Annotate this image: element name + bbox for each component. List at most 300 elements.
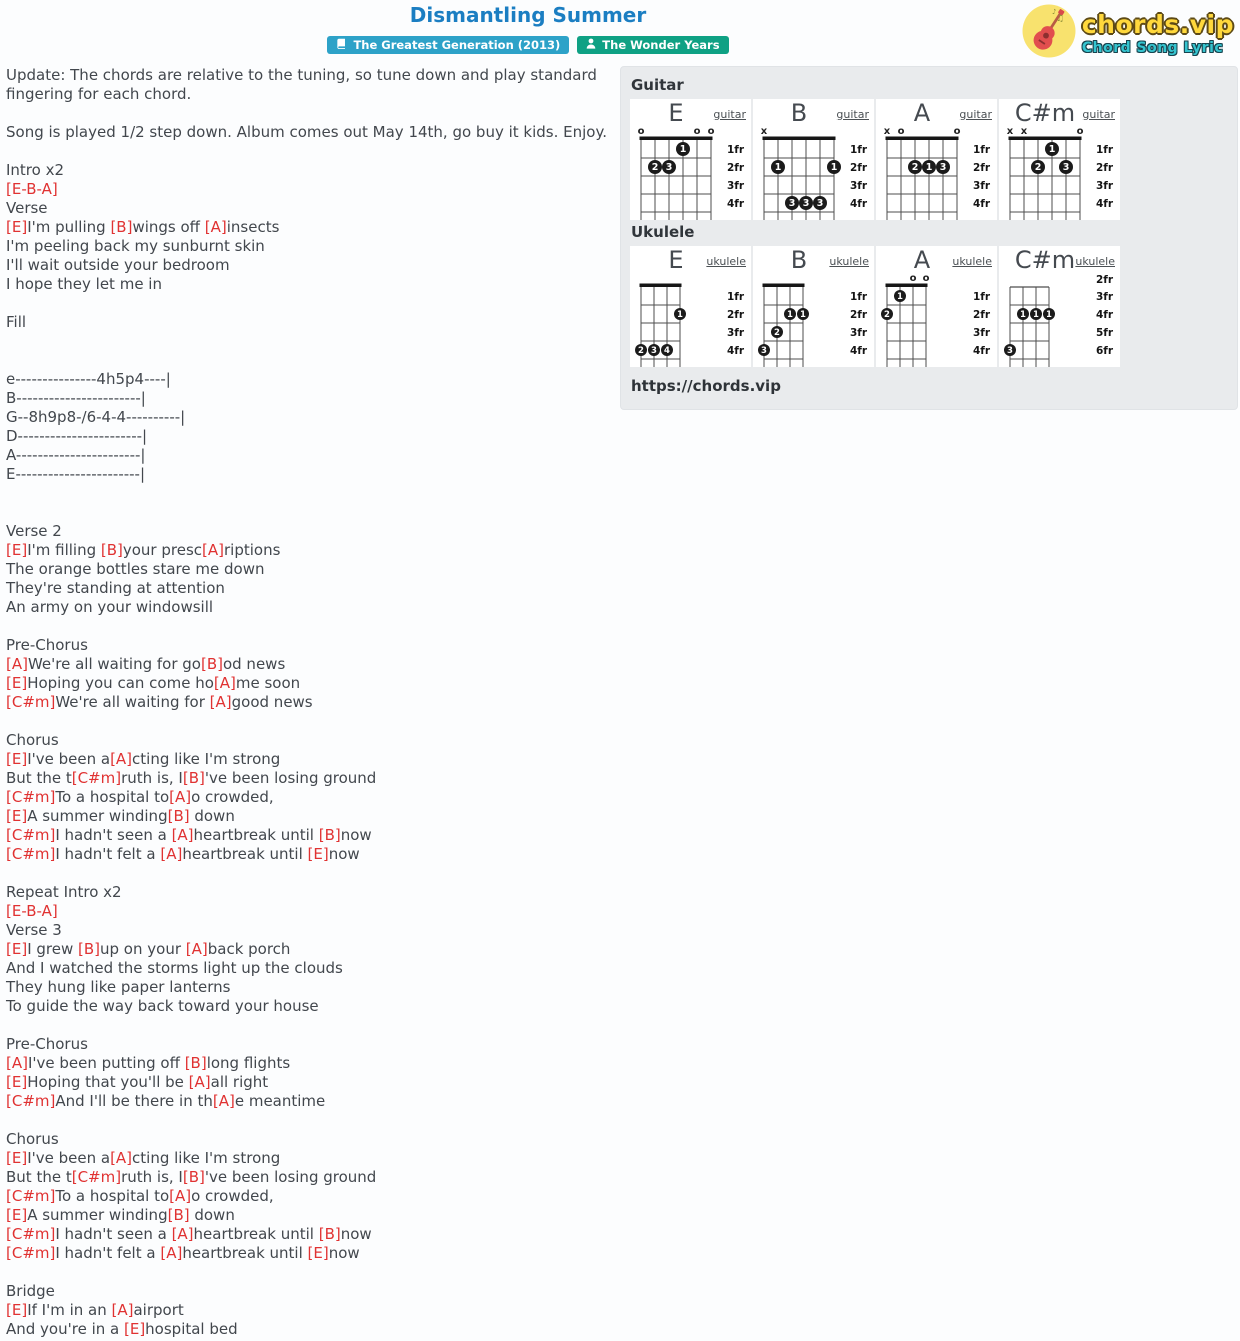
main [0, 60, 1240, 1339]
chord-inline: [E] [6, 750, 28, 768]
chord-inline: [C#m] [71, 769, 122, 787]
lyric-line [6, 351, 620, 370]
lyric-text: Fill [6, 313, 27, 331]
lyric-text: heartbreak until [193, 826, 319, 844]
svg-text:o: o [707, 126, 715, 137]
svg-text:1: 1 [830, 162, 838, 173]
lyric-text: Repeat Intro x2 [6, 883, 122, 901]
chord-inline: [B] [182, 1168, 205, 1186]
lyric-text: They hung like paper lanterns [6, 978, 231, 996]
lyric-text: now [328, 1244, 360, 1262]
chord-type-link[interactable]: guitar [836, 108, 869, 121]
lyric-text: I hadn't felt a [55, 1244, 161, 1262]
svg-text:1: 1 [897, 292, 903, 302]
svg-text:2fr: 2fr [727, 309, 745, 321]
lyric-text: To a hospital to [55, 1187, 170, 1205]
lyric-line [6, 617, 620, 636]
lyric-text: ruth is, I [121, 769, 183, 787]
svg-text:2fr: 2fr [850, 309, 868, 321]
svg-text:3: 3 [665, 162, 673, 173]
lyric-line [6, 731, 620, 750]
chord-inline: [B] [110, 218, 133, 236]
album-badge-label: The Greatest Generation (2013) [353, 37, 561, 52]
lyric-text: E-----------------------| [6, 465, 146, 483]
chord-type-link[interactable]: guitar [1082, 108, 1115, 121]
chord-card-csharpm-guitar [999, 99, 1120, 220]
lyric-text: 've been losing ground [204, 1168, 377, 1186]
chord-inline: [E] [6, 674, 28, 692]
svg-text:2: 2 [638, 346, 644, 356]
lyric-text: To a hospital to [55, 788, 170, 806]
lyric-line [6, 1035, 620, 1054]
svg-text:2fr: 2fr [1096, 162, 1114, 174]
svg-text:o: o [953, 126, 961, 137]
svg-text:o: o [909, 273, 917, 284]
svg-text:2fr: 2fr [850, 162, 868, 174]
svg-text:2: 2 [884, 310, 890, 320]
svg-text:1fr: 1fr [1096, 144, 1114, 156]
lyric-line [6, 370, 620, 389]
lyric-text: I hope they let me in [6, 275, 162, 293]
lyric-text: cting like I'm strong [132, 1149, 281, 1167]
lyric-text: now [340, 1225, 372, 1243]
chord-inline: [A] [213, 674, 236, 692]
lyric-line [6, 1016, 620, 1035]
chord-inline: [E] [6, 807, 28, 825]
lyric-text: Verse 3 [6, 921, 62, 939]
chord-inline: [E] [6, 1149, 28, 1167]
svg-text:x: x [883, 126, 891, 137]
lyric-text: o crowded, [191, 788, 274, 806]
lyric-text: Chorus [6, 1130, 59, 1148]
chord-name: B [790, 246, 808, 274]
chord-inline: [B] [182, 769, 205, 787]
lyric-text: Intro x2 [6, 161, 65, 179]
site-logo[interactable] [1022, 4, 1234, 62]
chord-inline: [C#m] [6, 788, 56, 806]
lyric-text: now [328, 845, 360, 863]
lyric-line [6, 1054, 620, 1073]
chord-type-link[interactable]: ukulele [1075, 255, 1115, 268]
chord-diagram [630, 272, 749, 367]
lyric-text: cting like I'm strong [132, 750, 281, 768]
svg-text:4fr: 4fr [727, 198, 745, 210]
lyric-line [6, 921, 620, 940]
lyric-text: Pre-Chorus [6, 1035, 88, 1053]
lyric-text: They're standing at attention [6, 579, 225, 597]
svg-text:1fr: 1fr [727, 144, 745, 156]
chord-inline: [C#m] [6, 693, 56, 711]
chord-card-e-ukulele [630, 246, 751, 367]
lyric-line [6, 1244, 620, 1263]
lyric-text: Song is played 1/2 step down. Album comes out May 14th, go buy it kids. Enjoy. [6, 123, 607, 141]
chord-inline: [B] [200, 655, 223, 673]
chord-inline: [E] [123, 1320, 146, 1338]
svg-text:4fr: 4fr [1096, 198, 1114, 210]
lyric-line [6, 408, 620, 427]
chord-inline: [C#m] [6, 1225, 56, 1243]
lyric-text: And I'll be there in th [55, 1092, 213, 1110]
album-badge[interactable] [327, 36, 569, 54]
lyric-text: Chorus [6, 731, 59, 749]
chord-inline: [E-B-A] [6, 180, 58, 198]
chord-inline: [E-B-A] [6, 902, 58, 920]
chord-name: E [668, 99, 684, 127]
lyric-text: We're all waiting for [55, 693, 210, 711]
chord-inline: [E] [6, 940, 28, 958]
chord-name: A [913, 99, 931, 127]
lyric-text: heartbreak until [182, 845, 308, 863]
lyric-text: od news [222, 655, 286, 673]
lyric-line [6, 142, 620, 161]
svg-text:o: o [897, 126, 905, 137]
lyric-line [6, 541, 620, 560]
svg-text:4fr: 4fr [727, 345, 745, 357]
chord-card-b-guitar [753, 99, 874, 220]
svg-text:2: 2 [1034, 162, 1042, 173]
lyric-text: fingering for each chord. [6, 85, 192, 103]
chord-type-link[interactable]: guitar [959, 108, 992, 121]
lyric-text: down [189, 1206, 235, 1224]
chord-inline: [A] [6, 655, 28, 673]
lyric-line [6, 1225, 620, 1244]
lyric-line [6, 902, 620, 921]
chord-card-a-ukulele [876, 246, 997, 367]
svg-text:o: o [1076, 126, 1084, 137]
chord-diagram [999, 272, 1118, 367]
lyric-line [6, 845, 620, 864]
lyric-text: D-----------------------| [6, 427, 148, 445]
svg-text:4fr: 4fr [850, 345, 868, 357]
lyric-text: I hadn't seen a [55, 826, 172, 844]
chord-inline: [A] [6, 1054, 28, 1072]
chord-inline: [A] [209, 693, 232, 711]
svg-text:x: x [1020, 126, 1028, 137]
svg-text:3: 3 [1007, 346, 1013, 356]
lyric-line [6, 313, 620, 332]
chord-card-e-guitar [630, 99, 751, 220]
lyric-line [6, 1111, 620, 1130]
lyric-text: I grew [27, 940, 79, 958]
chord-inline: [B] [318, 826, 341, 844]
lyric-text: And I watched the storms light up the clouds [6, 959, 343, 977]
chord-inline: [A] [212, 1092, 235, 1110]
svg-text:1: 1 [1020, 310, 1026, 320]
chord-inline: [A] [202, 541, 224, 559]
lyric-line [6, 750, 620, 769]
chord-inline: [C#m] [6, 826, 56, 844]
chord-inline: [B] [167, 807, 190, 825]
chord-type-link[interactable]: ukulele [706, 255, 746, 268]
chord-inline: [B] [100, 541, 123, 559]
chord-inline: [B] [318, 1225, 341, 1243]
lyric-text: Verse [6, 199, 48, 217]
lyric-text: long flights [206, 1054, 291, 1072]
svg-text:1fr: 1fr [727, 291, 745, 303]
chord-type-link[interactable]: ukulele [952, 255, 992, 268]
lyric-line [6, 674, 620, 693]
chord-type-link[interactable]: ukulele [829, 255, 869, 268]
lyric-text: A summer winding [27, 1206, 168, 1224]
lyric-text: A summer winding [27, 807, 168, 825]
lyric-line [6, 1282, 620, 1301]
chord-diagram [876, 272, 995, 367]
lyric-text: me soon [235, 674, 301, 692]
lyric-line [6, 332, 620, 351]
lyric-line [6, 161, 620, 180]
chord-inline: [A] [185, 940, 208, 958]
lyric-text: I hadn't felt a [55, 845, 161, 863]
chord-inline: [C#m] [6, 1244, 56, 1262]
lyric-line [6, 864, 620, 883]
lyric-line [6, 256, 620, 275]
header [0, 0, 1240, 60]
lyric-text: An army on your windowsill [6, 598, 214, 616]
lyric-text: A-----------------------| [6, 446, 146, 464]
person-icon [586, 38, 596, 51]
lyric-line [6, 769, 620, 788]
chord-name: E [668, 246, 684, 274]
lyric-text: But the t [6, 769, 72, 787]
svg-text:2fr: 2fr [1096, 274, 1114, 286]
svg-text:3fr: 3fr [727, 327, 745, 339]
chord-inline: [A] [188, 1073, 211, 1091]
lyric-text: But the t [6, 1168, 72, 1186]
svg-text:6fr: 6fr [1096, 345, 1114, 357]
svg-text:4fr: 4fr [850, 198, 868, 210]
chord-inline: [B] [167, 1206, 190, 1224]
lyric-text: your presc [122, 541, 203, 559]
svg-text:3fr: 3fr [727, 180, 745, 192]
lyric-line [6, 579, 620, 598]
lyric-line [6, 883, 620, 902]
svg-text:2: 2 [911, 162, 919, 173]
guitar-section-heading: Guitar [631, 76, 684, 94]
lyric-text: hospital bed [145, 1320, 238, 1338]
svg-text:♪: ♪ [1051, 8, 1057, 16]
lyric-text: ruth is, I [121, 1168, 183, 1186]
lyric-text: The orange bottles stare me down [6, 560, 265, 578]
lyric-line [6, 275, 620, 294]
chord-inline: [E] [307, 845, 329, 863]
svg-text:2: 2 [651, 162, 659, 173]
site-url: https://chords.vip [631, 377, 781, 395]
lyric-text: I hadn't seen a [55, 1225, 172, 1243]
chord-inline: [E] [6, 218, 28, 236]
chord-inline: [E] [6, 1073, 28, 1091]
chord-inline: [A] [160, 845, 183, 863]
svg-text:x: x [1006, 126, 1014, 137]
lyric-line [6, 788, 620, 807]
chord-inline: [A] [160, 1244, 183, 1262]
svg-text:3fr: 3fr [1096, 291, 1114, 303]
svg-text:1fr: 1fr [973, 144, 991, 156]
lyric-line [6, 1149, 620, 1168]
lyric-line [6, 66, 620, 85]
chord-card-csharpm-ukulele [999, 246, 1120, 367]
chord-inline: [C#m] [6, 1092, 56, 1110]
svg-text:1: 1 [679, 144, 687, 155]
lyric-line [6, 237, 620, 256]
guitar-logo-icon [1022, 4, 1076, 62]
lyric-line [6, 85, 620, 104]
badges [0, 36, 1056, 54]
lyric-text: good news [231, 693, 313, 711]
svg-text:3: 3 [816, 198, 824, 209]
lyric-text: down [189, 807, 235, 825]
lyric-text: Bridge [6, 1282, 55, 1300]
chord-inline: [E] [6, 541, 28, 559]
lyric-line [6, 1263, 620, 1282]
lyric-line [6, 180, 620, 199]
chord-inline: [E] [6, 1206, 28, 1224]
lyric-line [6, 712, 620, 731]
lyric-line [6, 1206, 620, 1225]
svg-text:1: 1 [925, 162, 933, 173]
lyric-text: I'm filling [27, 541, 101, 559]
artist-badge[interactable] [577, 36, 728, 54]
svg-text:3: 3 [788, 198, 796, 209]
lyric-line [6, 522, 620, 541]
chord-inline: [A] [110, 750, 133, 768]
chord-inline: [A] [169, 788, 192, 806]
svg-text:3: 3 [761, 346, 767, 356]
lyric-text: I'm pulling [27, 218, 111, 236]
chord-inline: [C#m] [6, 845, 56, 863]
svg-text:3fr: 3fr [850, 180, 868, 192]
lyric-text: o crowded, [191, 1187, 274, 1205]
svg-text:♫: ♫ [1055, 14, 1064, 24]
svg-text:4fr: 4fr [1096, 309, 1114, 321]
svg-text:2fr: 2fr [727, 162, 745, 174]
ukulele-chord-row [630, 246, 1227, 367]
svg-text:4fr: 4fr [973, 198, 991, 210]
lyric-line [6, 1092, 620, 1111]
lyric-line [6, 465, 620, 484]
lyric-line [6, 940, 620, 959]
chord-inline: [A] [110, 1149, 133, 1167]
lyric-line [6, 655, 620, 674]
svg-text:1: 1 [1046, 310, 1052, 320]
guitar-chord-row [630, 99, 1227, 220]
logo-tagline: Chord Song Lyric [1081, 39, 1224, 56]
svg-text:3fr: 3fr [850, 327, 868, 339]
svg-text:4fr: 4fr [973, 345, 991, 357]
lyric-text: airport [133, 1301, 184, 1319]
lyric-text: heartbreak until [182, 1244, 308, 1262]
svg-text:3fr: 3fr [973, 180, 991, 192]
lyric-text: Hoping that you'll be [27, 1073, 189, 1091]
lyric-text: B-----------------------| [6, 389, 146, 407]
lyric-line [6, 1187, 620, 1206]
svg-text:1: 1 [1033, 310, 1039, 320]
chord-diagram [876, 125, 995, 220]
svg-text:1: 1 [800, 310, 806, 320]
lyric-line [6, 446, 620, 465]
chord-inline: [E] [6, 1301, 28, 1319]
lyric-line [6, 997, 620, 1016]
chord-card-a-guitar [876, 99, 997, 220]
lyric-text: all right [210, 1073, 269, 1091]
svg-text:1fr: 1fr [973, 291, 991, 303]
svg-text:o: o [693, 126, 701, 137]
lyric-line [6, 389, 620, 408]
chord-inline: [A] [171, 826, 194, 844]
lyric-text: 've been losing ground [204, 769, 377, 787]
svg-text:1: 1 [774, 162, 782, 173]
svg-text:x: x [760, 126, 768, 137]
logo-text [1082, 11, 1234, 56]
svg-text:5fr: 5fr [1096, 327, 1114, 339]
lyric-line [6, 959, 620, 978]
chords-panel [620, 66, 1238, 410]
chord-inline: [A] [204, 218, 227, 236]
svg-text:3: 3 [1062, 162, 1070, 173]
lyric-line [6, 1320, 620, 1339]
svg-text:3: 3 [939, 162, 947, 173]
svg-text:o: o [637, 126, 645, 137]
lyric-text: If I'm in an [27, 1301, 112, 1319]
lyric-text: Pre-Chorus [6, 636, 88, 654]
lyric-text: I've been a [27, 1149, 111, 1167]
lyric-line [6, 560, 620, 579]
lyric-text: I'll wait outside your bedroom [6, 256, 230, 274]
svg-text:3fr: 3fr [973, 327, 991, 339]
lyric-text: e meantime [234, 1092, 326, 1110]
lyric-text: Verse 2 [6, 522, 62, 540]
chord-inline: [C#m] [6, 1187, 56, 1205]
book-icon [336, 38, 347, 51]
chord-name: B [790, 99, 808, 127]
svg-text:1: 1 [787, 310, 793, 320]
svg-text:1fr: 1fr [850, 291, 868, 303]
ukulele-section-heading: Ukulele [631, 223, 695, 241]
svg-text:2: 2 [774, 328, 780, 338]
chord-inline: [A] [111, 1301, 134, 1319]
header-center [0, 3, 1056, 54]
chord-diagram [753, 272, 872, 367]
lyric-line [6, 1073, 620, 1092]
lyric-text: up on your [100, 940, 186, 958]
svg-text:1: 1 [677, 310, 683, 320]
svg-text:2fr: 2fr [973, 309, 991, 321]
lyric-line [6, 294, 620, 313]
svg-text:3: 3 [802, 198, 810, 209]
lyric-text: I've been putting off [27, 1054, 185, 1072]
lyric-text: now [340, 826, 372, 844]
chord-inline: [A] [171, 1225, 194, 1243]
lyric-text: G--8h9p8-/6-4-4----------| [6, 408, 186, 426]
lyric-line [6, 693, 620, 712]
lyric-line [6, 807, 620, 826]
lyric-text: I'm peeling back my sunburnt skin [6, 237, 265, 255]
lyric-line [6, 123, 620, 142]
page-title: Dismantling Summer [409, 3, 647, 27]
artist-badge-label: The Wonder Years [602, 37, 720, 52]
lyric-line [6, 826, 620, 845]
chord-name: A [913, 246, 931, 274]
chord-inline: [B] [184, 1054, 207, 1072]
chord-type-link[interactable]: guitar [713, 108, 746, 121]
lyric-text: Hoping you can come ho [27, 674, 214, 692]
chord-diagram [753, 125, 872, 220]
lyric-text: And you're in a [6, 1320, 124, 1338]
lyric-line [6, 636, 620, 655]
svg-text:4: 4 [664, 346, 670, 356]
lyric-line [6, 1168, 620, 1187]
lyric-line [6, 1301, 620, 1320]
chord-name: C#m [1014, 246, 1076, 274]
